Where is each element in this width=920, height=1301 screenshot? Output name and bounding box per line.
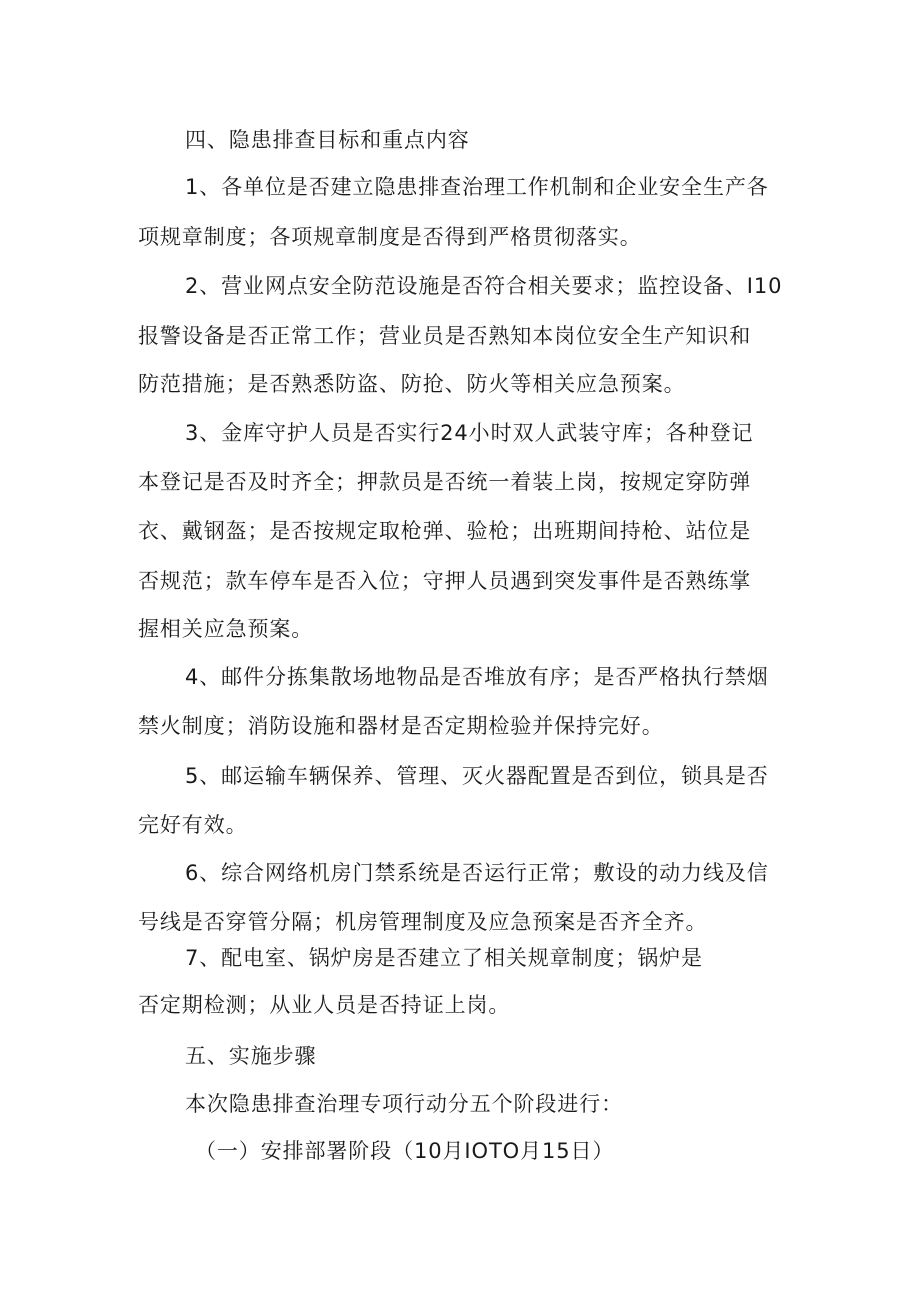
paragraph-line: 防范措施；是否熟悉防盗、防抢、防火等相关应急预案。 [138,372,686,396]
section-heading-4: 四、隐患排查目标和重点内容 [185,128,470,152]
paragraph-line: 本次隐患排查治理专项行动分五个阶段进行： [185,1092,623,1116]
paragraph-line: 号线是否穿管分隔；机房管理制度及应急预案是否齐全齐。 [138,910,708,934]
paragraph-line: 报警设备是否正常工作；营业员是否熟知本岗位安全生产知识和 [138,324,752,348]
paragraph-line: 4、邮件分拣集散场地物品是否堆放有序；是否严格执行禁烟 [185,665,769,689]
section-heading-5: 五、实施步骤 [185,1044,317,1068]
paragraph-line: 否规范；款车停车是否入位；守押人员遇到突发事件是否熟练掌 [138,569,752,593]
paragraph-line: 1、各单位是否建立隐患排查治理工作机制和企业安全生产各 [185,175,769,199]
paragraph-line: 握相关应急预案。 [138,617,314,641]
paragraph-line: 禁火制度；消防设施和器材是否定期检验并保持完好。 [138,714,664,738]
paragraph-line: 项规章制度；各项规章制度是否得到严格贯彻落实。 [138,225,642,249]
paragraph-line: 3、金库守护人员是否实行24小时双人武装守库；各种登记 [185,421,754,445]
subsection-heading: （一）安排部署阶段（10月IOTO月15日） [195,1139,615,1163]
paragraph-line: 2、营业网点安全防范设施是否符合相关要求；监控设备、I10 [185,274,783,298]
paragraph-line: 本登记是否及时齐全；押款员是否统一着装上岗，按规定穿防弹 [138,470,752,494]
paragraph-line: 6、综合网络机房门禁系统是否运行正常；敷设的动力线及信 [185,861,769,885]
paragraph-line: 5、邮运输车辆保养、管理、灭火器配置是否到位，锁具是否 [185,764,769,788]
paragraph-line: 完好有效。 [138,813,248,837]
paragraph-line: 衣、戴钢盔；是否按规定取枪弹、验枪；出班期间持枪、站位是 [138,519,752,543]
paragraph-line: 否定期检测；从业人员是否持证上岗。 [138,993,511,1017]
paragraph-line: 7、配电室、锅炉房是否建立了相关规章制度；锅炉是 [185,946,703,970]
